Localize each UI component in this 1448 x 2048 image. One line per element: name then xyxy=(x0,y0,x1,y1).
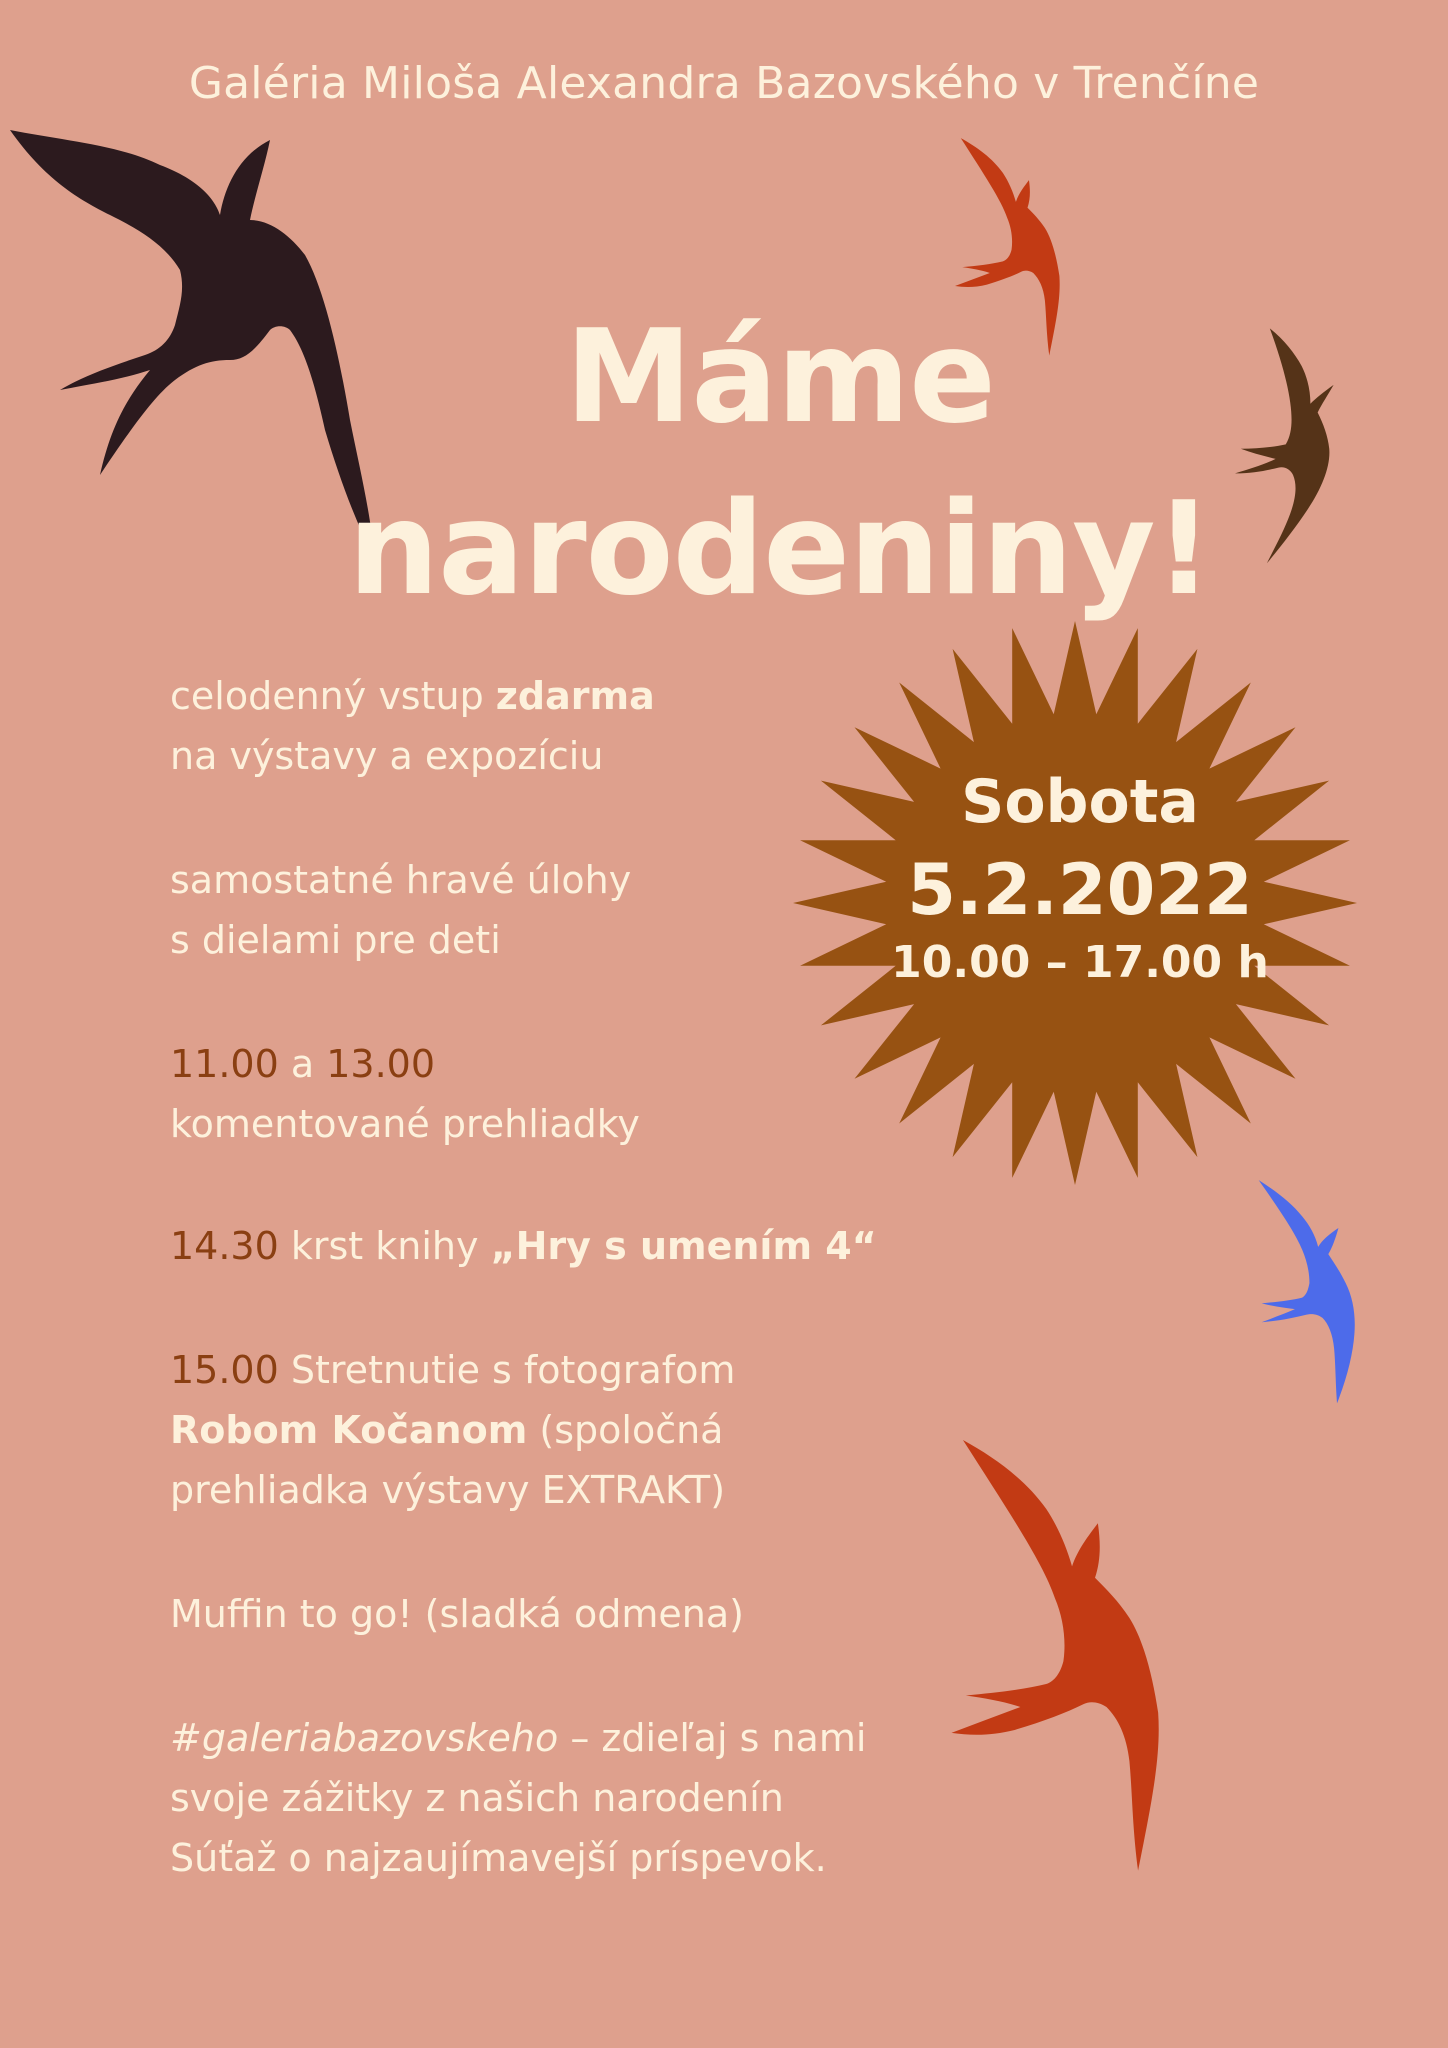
book-title: „Hry s umením 4“ xyxy=(490,1224,877,1268)
meeting-time: 15.00 xyxy=(170,1348,279,1392)
tour-connector: a xyxy=(278,1042,327,1086)
free-entry-line-2: na výstavy a expozíciu xyxy=(170,734,604,778)
book-launch-time: 14.30 xyxy=(170,1224,279,1268)
tour-time-1: 11.00 xyxy=(170,1042,279,1086)
kids-tasks-line-2: s dielami pre deti xyxy=(170,918,501,962)
program-item-social-contest xyxy=(170,1708,990,1888)
kids-tasks-line-1: samostatné hravé úlohy xyxy=(170,858,632,902)
program-item-muffin xyxy=(170,1584,990,1644)
program-item-guided-tours xyxy=(170,1034,990,1154)
share-line-2: svoje zážitky z našich narodenín xyxy=(170,1776,784,1820)
program-item-photographer-meeting xyxy=(170,1340,990,1520)
small-blue-bird-icon xyxy=(1250,1180,1395,1405)
gallery-name: Galéria Miloša Alexandra Bazovského v Trenčíne xyxy=(188,58,1260,109)
program-item-kids-tasks xyxy=(170,850,990,970)
photographer-name: Robom Kočanom xyxy=(170,1408,528,1452)
contest-line: Súťaž o najzaujímavejší príspevok. xyxy=(170,1836,827,1880)
event-hours: 10.00 – 17.00 h xyxy=(891,937,1269,988)
meeting-line-2-rest: (spoločná xyxy=(527,1408,724,1452)
share-text: – zdieľaj s nami xyxy=(558,1716,867,1760)
meeting-text: Stretnutie s fotografom xyxy=(278,1348,736,1392)
free-entry-highlight: zdarma xyxy=(495,674,655,718)
event-day: Sobota xyxy=(961,767,1199,837)
tour-time-2: 13.00 xyxy=(326,1042,436,1086)
free-entry-text: celodenný vstup xyxy=(170,674,496,718)
title-line-1: Máme xyxy=(565,303,995,452)
program-list xyxy=(170,666,990,1952)
event-date: 5.2.2022 xyxy=(907,849,1253,931)
guided-tours-label: komentované prehliadky xyxy=(170,1102,640,1146)
muffin-text: Muffin to go! (sladká odmena) xyxy=(170,1592,744,1636)
page-title xyxy=(290,292,1270,636)
hashtag: #galeriabazovskeho xyxy=(170,1716,559,1760)
book-launch-text: krst knihy xyxy=(278,1224,491,1268)
program-item-book-launch xyxy=(170,1216,990,1276)
title-line-2: narodeniny! xyxy=(348,475,1212,624)
meeting-line-3: prehliadka výstavy EXTRAKT) xyxy=(170,1468,726,1512)
large-red-bird-icon xyxy=(950,1440,1240,1885)
program-item-free-entry xyxy=(170,666,990,786)
